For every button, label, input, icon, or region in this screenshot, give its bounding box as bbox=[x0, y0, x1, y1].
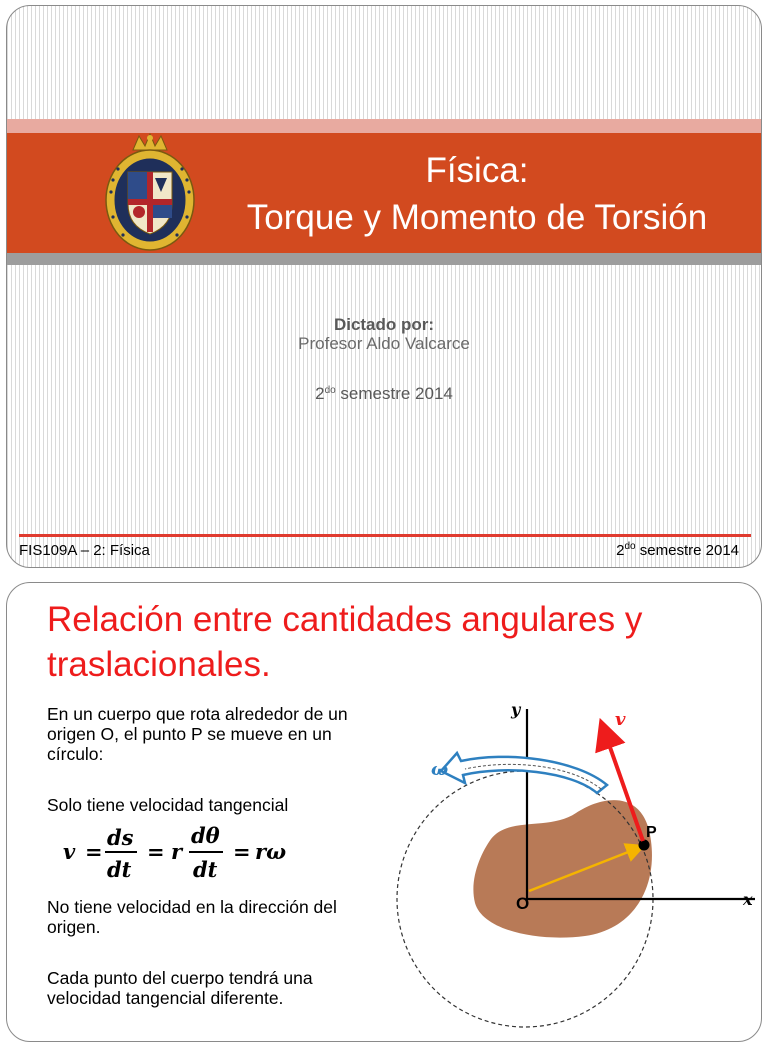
paragraph-different-speeds: Cada punto del cuerpo tendrá una velocidad tangencial diferente. bbox=[47, 968, 313, 1008]
x-axis-label: x bbox=[743, 890, 753, 909]
formula-dt-1: dt bbox=[107, 857, 132, 882]
formula-dtheta: dθ bbox=[191, 823, 220, 848]
omega-label: ω bbox=[431, 759, 449, 780]
title-accent-band bbox=[7, 119, 761, 133]
slide-title-line-2: Torque y Momento de Torsión bbox=[246, 198, 708, 237]
formula-eq-1: = bbox=[85, 839, 103, 864]
title-shadow-band bbox=[7, 253, 761, 265]
origin-label: O bbox=[516, 894, 530, 913]
footer-course: FIS109A – 2: Física bbox=[19, 542, 150, 559]
semester-prefix: 2 bbox=[315, 384, 325, 403]
formula-romega: rω bbox=[255, 839, 287, 864]
footer-semester-prefix: 2 bbox=[616, 542, 625, 559]
title-slide bbox=[6, 5, 762, 568]
rotating-body bbox=[473, 800, 652, 938]
dictated-by-label: Dictado por: bbox=[333, 315, 435, 334]
paragraph-rotation: En un cuerpo que rota alrededor de un origen O, el punto P se mueve en un círculo: bbox=[47, 704, 348, 764]
footer-semester bbox=[616, 542, 739, 559]
formula-ds: ds bbox=[107, 825, 134, 850]
omega-arrow bbox=[441, 753, 607, 793]
formula-dt-2: dt bbox=[193, 857, 218, 882]
formula-eq-3: = bbox=[233, 839, 251, 864]
slide-title-line-1: Física: bbox=[425, 151, 529, 190]
footer-semester-suffix: semestre 2014 bbox=[635, 542, 739, 559]
velocity-label: v bbox=[615, 709, 626, 730]
slide-heading bbox=[47, 597, 737, 687]
formula-r: r bbox=[171, 839, 183, 864]
semester-ordinal: do bbox=[324, 385, 336, 396]
point-p-label: P bbox=[646, 824, 657, 841]
professor-name: Profesor Aldo Valcarce bbox=[298, 334, 470, 353]
formula-v: v bbox=[63, 839, 76, 864]
rotation-diagram bbox=[371, 691, 762, 1042]
footer-semester-ordinal: do bbox=[624, 541, 636, 552]
y-axis-label: y bbox=[511, 700, 521, 719]
footer-divider bbox=[19, 534, 751, 537]
semester-text bbox=[7, 384, 761, 404]
velocity-formula bbox=[59, 817, 349, 887]
point-p bbox=[639, 840, 650, 851]
university-seal-logo bbox=[103, 132, 197, 254]
paragraph-no-radial: No tiene velocidad en la dirección del origen. bbox=[47, 897, 337, 937]
formula-eq-2: = bbox=[147, 839, 165, 864]
slide-heading-line-2: traslacionales. bbox=[47, 645, 271, 684]
paragraph-tangential: Solo tiene velocidad tangencial bbox=[47, 795, 289, 815]
slide-heading-line-1: Relación entre cantidades angulares y bbox=[47, 600, 643, 639]
content-slide bbox=[6, 582, 762, 1042]
semester-suffix: semestre 2014 bbox=[335, 384, 453, 403]
